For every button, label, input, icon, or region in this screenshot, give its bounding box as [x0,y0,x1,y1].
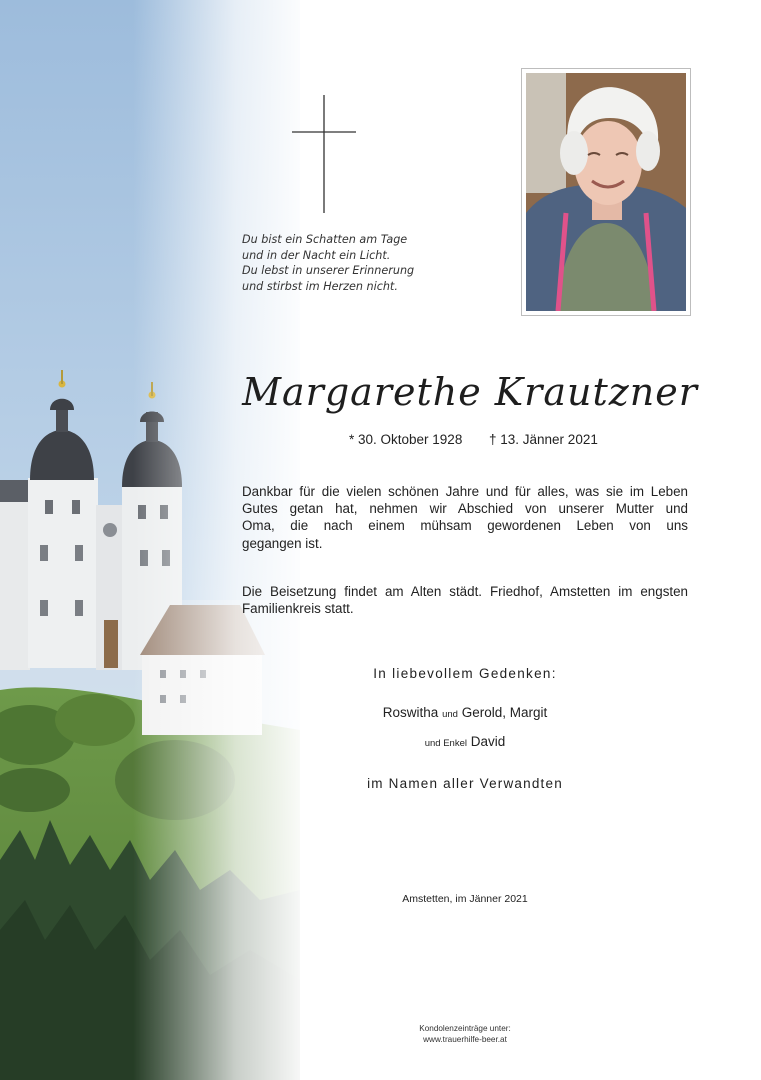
condolence-label: Kondolenzeinträge unter: [419,1024,511,1033]
mourner-prefix: und Enkel [424,738,467,749]
mourner-name: Gerold, Margit [461,705,548,720]
mourners-family [242,705,688,720]
birth-date: * 30. Oktober 1928 [349,432,463,447]
gratitude-paragraph [242,483,688,552]
mourners-grandchildren [242,734,688,749]
portrait-photo [521,68,691,316]
cross-icon [292,95,356,213]
deceased-name: Margarethe Krautzner [242,370,698,414]
paragraph-line: Familienkreis statt. [242,601,354,617]
memorial-poem [242,232,462,294]
mourner-name: Roswitha [382,705,439,720]
place-and-date: Amstetten, im Jänner 2021 [402,893,528,905]
condolence-info [242,1023,688,1045]
portrait-image [526,73,686,311]
death-date: † 13. Jänner 2021 [489,432,598,447]
poem-line: Du lebst in unserer Erinnerung [242,264,415,277]
mourners-heading: In liebevollem Gedenken: [373,666,557,681]
mourner-conjunction: und [442,709,458,720]
paragraph-line: Oma, die nach einem mühsam gewordenen Leben von uns [242,518,688,534]
poem-line: und stirbst im Herzen nicht. [242,279,398,293]
mourners-closing: im Namen aller Verwandten [367,776,563,791]
poem-line: Du bist ein Schatten am Tage [242,233,408,246]
burial-paragraph [242,583,688,617]
poem-line: und in der Nacht ein Licht. [242,248,391,262]
mourner-name: David [470,734,506,749]
paragraph-line: gegangen ist. [242,535,323,551]
condolence-link[interactable]: www.trauerhilfe-beer.at [423,1035,507,1044]
paragraph-line: Die Beisetzung findet am Alten städt. Friedhof, Amstetten im engsten [242,584,688,599]
paragraph-line: Dankbar für die vielen schönen Jahre und für alles, was sie im Leben [242,484,688,499]
paragraph-line: Gutes getan hat, nehmen wir Abschied von unserer Mutter und [242,501,688,517]
